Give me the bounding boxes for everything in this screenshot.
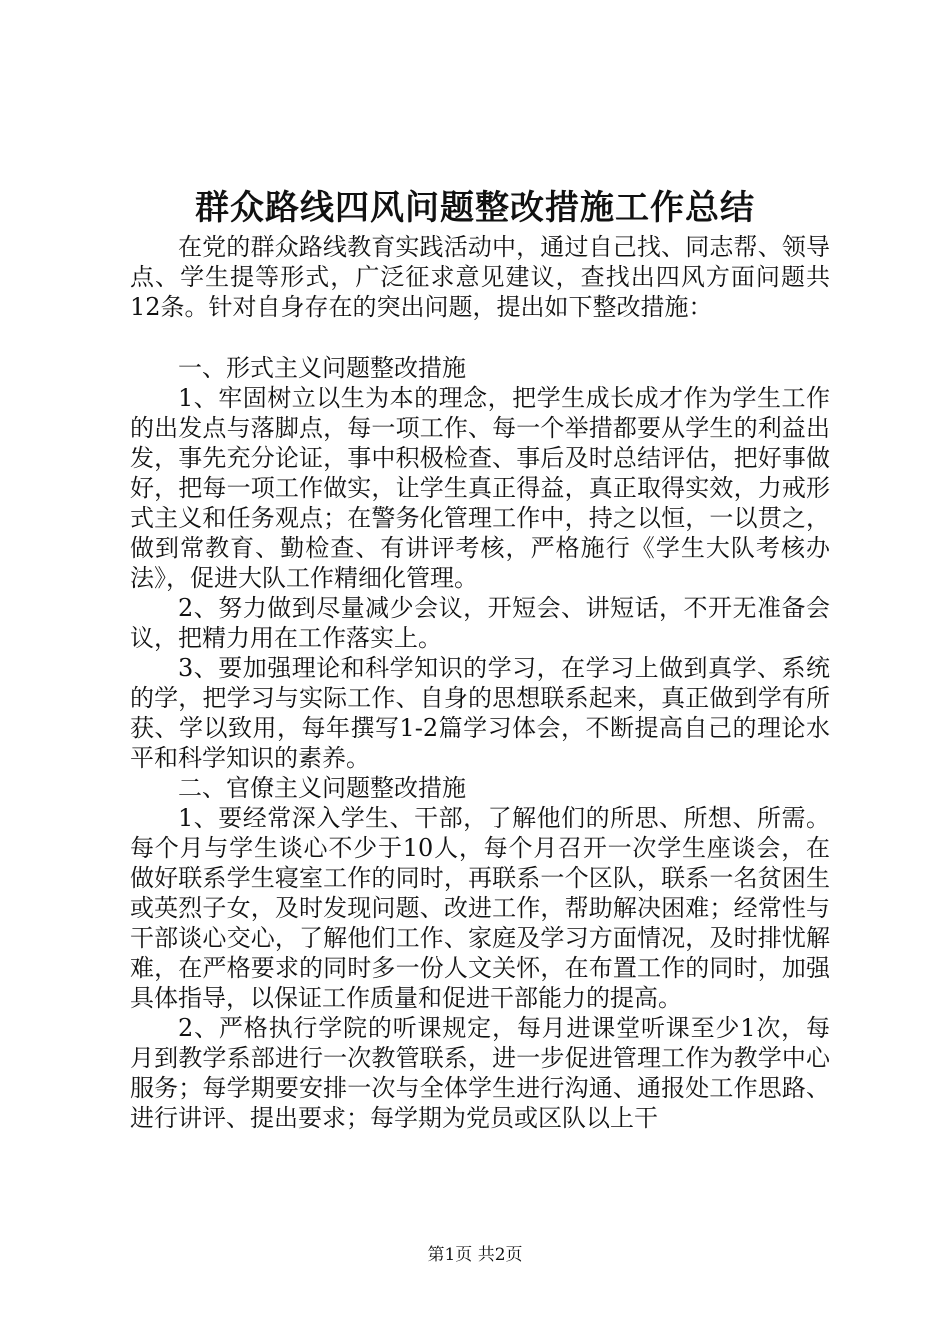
paragraph-formalism-item-3: 3、要加强理论和科学知识的学习，在学习上做到真学、系统的学，把学习与实际工作、自身的思想联系起来，真正做到学有所获、学以致用，每年撰写1-2篇学习体会，不断提高自己的理论水平和科学知识的素养。: [130, 654, 830, 772]
page-number-footer: 第1页 共2页: [427, 1245, 523, 1265]
section-heading-bureaucratism: 二、官僚主义问题整改措施: [178, 774, 466, 802]
paragraph-formalism-item-1: 1、牢固树立以生为本的理念，把学生成长成才作为学生工作的出发点与落脚点，每一项工作、每一个举措都要从学生的利益出发，事先充分论证，事中积极检查、事后及时总结评估，把好事做好，把每一项工作做实，让学生真正得益，真正取得实效，力戒形式主义和任务观点；在警务化管理工作中，持之以恒，一以贯之，做到常教育、勤检查、有讲评考核，严格施行《学生大队考核办法》，促进大队工作精细化管理。: [130, 384, 830, 592]
document-title: 群众路线四风问题整改措施工作总结: [195, 188, 755, 228]
document-body: [130, 232, 830, 1133]
paragraph-bureaucratism-item-1: 1、要经常深入学生、干部，了解他们的所思、所想、所需。每个月与学生谈心不少于10人，每个月召开一次学生座谈会，在做好联系学生寝室工作的同时，再联系一个区队，联系一名贫困生或英烈子女，及时发现问题、改进工作，帮助解决困难；经常性与干部谈心交心，了解他们工作、家庭及学习方面情况，及时排忧解难，在严格要求的同时多一份人文关怀，在布置工作的同时，加强具体指导，以保证工作质量和促进干部能力的提高。: [130, 804, 830, 1012]
paragraph-bureaucratism-item-2: 2、严格执行学院的听课规定，每月进课堂听课至少1次，每月到教学系部进行一次教管联系，进一步促进管理工作为教学中心服务；每学期要安排一次与全体学生进行沟通、通报处工作思路、进行讲评、提出要求；每学期为党员或区队以上干: [130, 1014, 830, 1132]
paragraph-formalism-item-2: 2、努力做到尽量减少会议，开短会、讲短话，不开无准备会议，把精力用在工作落实上。: [130, 594, 830, 652]
intro-paragraph: 在党的群众路线教育实践活动中，通过自己找、同志帮、领导点、学生提等形式，广泛征求意见建议，查找出四风方面问题共12条。针对自身存在的突出问题，提出如下整改措施：: [130, 233, 830, 321]
section-heading-formalism: 一、形式主义问题整改措施: [178, 354, 466, 382]
